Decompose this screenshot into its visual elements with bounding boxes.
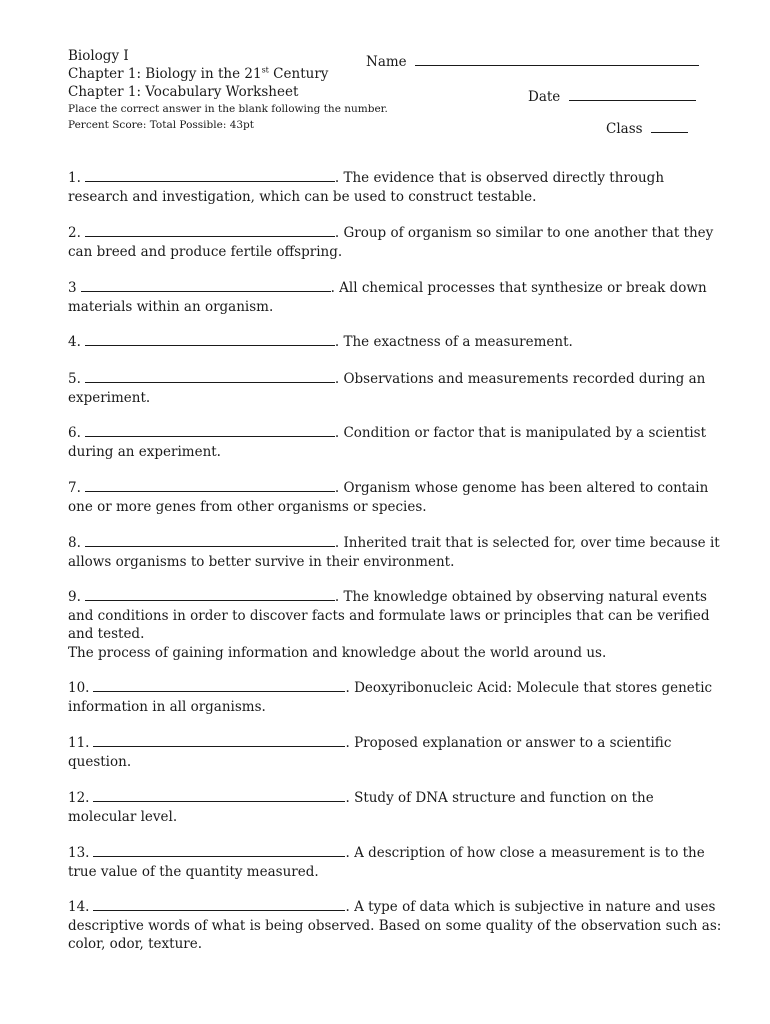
answer-blank-6[interactable]: [85, 424, 335, 437]
class-field[interactable]: [606, 120, 688, 138]
worksheet-title: Chapter 1: Vocabulary Worksheet: [68, 84, 299, 100]
item-definition: . The exactness of a measurement.: [334, 334, 573, 350]
vocab-item-12: [68, 789, 726, 826]
item-number: 13.: [68, 845, 90, 861]
item-number: 1.: [68, 170, 81, 186]
answer-blank-1[interactable]: [85, 169, 335, 182]
vocab-item-11: [68, 734, 726, 771]
item-number: 11.: [68, 735, 90, 751]
item-definition: . A type of data which is subjective in nature and uses descriptive words of what is being observed. Based on some quality of the observation such as: color, odor, texture.: [68, 899, 722, 952]
vocab-item-14: [68, 898, 726, 954]
answer-blank-12[interactable]: [93, 789, 345, 802]
item-definition: . All chemical processes that synthesize or break down materials within an organism.: [68, 280, 707, 315]
item-number: 10.: [68, 680, 90, 696]
item-definition: . Group of organism so similar to one another that they can breed and produce fertile offspring.: [68, 225, 714, 260]
answer-blank-8[interactable]: [85, 534, 335, 547]
item-definition: . Study of DNA structure and function on the molecular level.: [68, 790, 654, 825]
chapter-title-prefix: Chapter 1: Biology in the 21: [68, 66, 262, 82]
item-definition: . The evidence that is observed directly through research and investigation, which can be used to construct testable.: [68, 170, 665, 205]
vocab-item-13: [68, 844, 726, 881]
chapter-title-suffix: Century: [268, 66, 329, 82]
name-field[interactable]: [366, 53, 699, 71]
item-number: 14.: [68, 899, 90, 915]
course-title: Biology I: [68, 48, 129, 64]
answer-blank-9[interactable]: [85, 588, 335, 601]
item-definition: . Observations and measurements recorded during an experiment.: [68, 371, 706, 406]
answer-blank-4[interactable]: [85, 333, 335, 346]
answer-blank-14[interactable]: [93, 898, 345, 911]
vocab-item-4: [68, 333, 726, 352]
answer-blank-7[interactable]: [85, 479, 335, 492]
item-number: 9.: [68, 589, 81, 605]
class-blank[interactable]: [651, 120, 688, 133]
item-definition: . Deoxyribonucleic Acid: Molecule that stores genetic information in all organisms.: [68, 680, 713, 715]
vocab-item-9: [68, 588, 726, 662]
item-definition: . Inherited trait that is selected for, over time because it allows organisms to better survive in their environment.: [68, 535, 720, 570]
date-blank[interactable]: [569, 88, 696, 101]
answer-blank-3[interactable]: [81, 279, 331, 292]
item-definition: . A description of how close a measurement is to the true value of the quantity measured.: [68, 845, 705, 880]
vocab-item-5: [68, 370, 726, 407]
item-number: 6.: [68, 425, 81, 441]
answer-blank-11[interactable]: [93, 734, 345, 747]
date-label: Date: [528, 89, 561, 105]
vocab-item-8: [68, 534, 726, 571]
answer-blank-13[interactable]: [93, 844, 345, 857]
answer-blank-5[interactable]: [85, 370, 335, 383]
instructions-text: Place the correct answer in the blank following the number.: [68, 103, 388, 115]
item-definition: . The knowledge obtained by observing natural events and conditions in order to discover facts and formulate laws or principles that can be verified and tested.: [68, 589, 710, 642]
vocab-item-10: [68, 679, 726, 716]
score-line: Percent Score: Total Possible: 43pt: [68, 119, 254, 131]
item-number: 8.: [68, 535, 81, 551]
vocab-item-6: [68, 424, 726, 461]
item-number: 5.: [68, 371, 81, 387]
item-definition: . Organism whose genome has been altered to contain one or more genes from other organisms or species.: [68, 480, 709, 515]
vocab-item-3: [68, 279, 726, 316]
chapter-title: [68, 66, 328, 83]
date-field[interactable]: [528, 88, 696, 106]
item-number: 2.: [68, 225, 81, 241]
answer-blank-10[interactable]: [93, 679, 345, 692]
item-extra-line: The process of gaining information and knowledge about the world around us.: [68, 644, 607, 661]
item-number: 7.: [68, 480, 81, 496]
vocab-item-1: [68, 169, 726, 206]
answer-blank-2[interactable]: [85, 224, 335, 237]
item-number: 4.: [68, 334, 81, 350]
name-label: Name: [366, 54, 407, 70]
chapter-title-sup: st: [261, 65, 269, 75]
item-number: 3: [68, 280, 77, 296]
item-number: 12.: [68, 790, 90, 806]
name-blank[interactable]: [415, 53, 699, 66]
item-definition: . Proposed explanation or answer to a scientific question.: [68, 735, 672, 770]
vocab-item-2: [68, 224, 726, 261]
class-label: Class: [606, 121, 643, 137]
vocab-item-7: [68, 479, 726, 516]
item-definition: . Condition or factor that is manipulated by a scientist during an experiment.: [68, 425, 707, 460]
